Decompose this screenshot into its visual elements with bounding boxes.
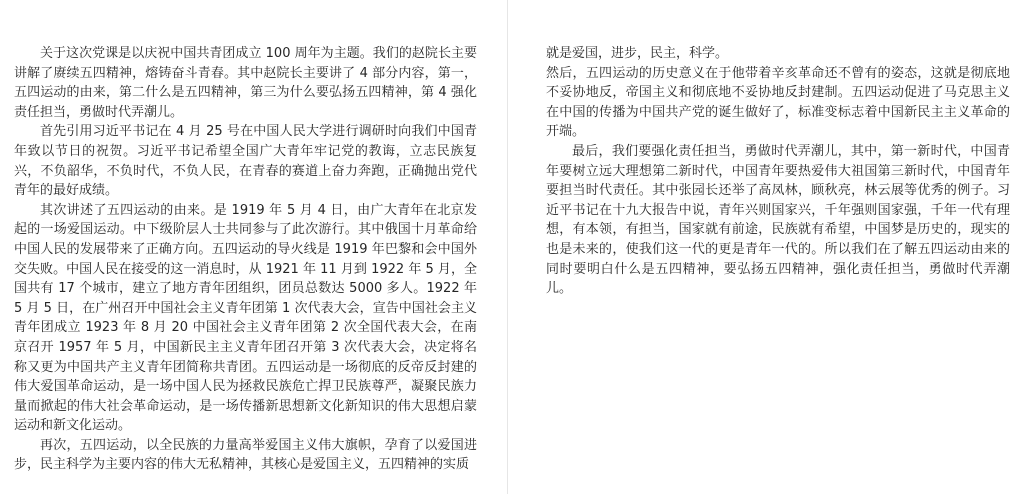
paragraph-intro: 关于这次党课是以庆祝中国共青团成立 100 周年为主题。我们的赵院长主要讲解了赓续五四精神，熔铸奋斗青春。其中赵院长主要讲了 4 部分内容，第一，五四运动的由来，第二什么是五四精神，第三为什么要弘扬五四精神，第 4 强化责任担当，勇做时代弄潮儿。 (14, 46, 477, 120)
paragraph-may-fourth-spirit: 再次，五四运动，以全民族的力量高举爱国主义伟大旗帜，孕育了以爱国进步，民主科学为主要内容的伟大无私精神，其核心是爱国主义，五四精神的实质 (14, 437, 477, 473)
paragraph-spirit-continued: 就是爱国，进步，民主，科学。 (546, 46, 729, 61)
paragraph-historical-significance: 然后，五四运动的历史意义在于他带着辛亥革命还不曾有的姿态，这就是彻底地不妥协地反，帝国主义和彻底地不妥协地反封建制。五四运动促进了马克思主义在中国的传播为中国共产党的诞生做好了，标准变标志着中国新民主主义革命的开端。 (546, 65, 1010, 140)
paragraph-may-fourth-origin: 其次讲述了五四运动的由来。是 1919 年 5 月 4 日，由广大青年在北京发起的一场爱国运动。中下级阶层人士共同参与了此次游行。其中俄国十月革命给中国人民的发展带来了正确方向。五四运动的导火线是 1919 年巴黎和会中国外交失败。中国人民在接受的这一消息时，从 1921 年 11 月到 1922 年 5 月，全国共有 17 个城市，建立了地方青年团组织，团员总数达 5000 多人。1922 年 5 月 5 日，在广州召开中国社会主义青年团第 1 次代表大会，宣告中国社会主义青年团成立 1923 年 8 月 20 中国社会主义青年团第 2 次全国代表大会，在南京召开 1957 年 5 月，中国新民主主义青年团召开第 3 次代表大会，决定将名称又更为中国共产主义青年团简称共青团。五四运动是一场彻底的反帝反封建的伟大爱国革命运动，是一场中国人民为拯救民族危亡捍卫民族尊严，凝聚民族力量而掀起的伟大社会革命运动，是一场传播新思想新文化新知识的伟大思想启蒙运动和新文化运动。 (14, 202, 477, 434)
document-page-right (509, 0, 1024, 494)
document-page-left (0, 0, 508, 494)
paragraph-xi-quote: 首先引用习近平书记在 4 月 25 号在中国人民大学进行调研时向我们中国青年致以节日的祝贺。习近平书记希望全国广大青年牢记党的教诲，立志民族复兴，不负韶华，不负时代，不负人民，在青春的赛道上奋力奔跑，正确抛出党代青年的最好成绩。 (14, 124, 477, 199)
paragraph-conclusion: 最后，我们要强化责任担当，勇做时代弄潮儿，其中，第一新时代，中国青年要树立远大理想第二新时代，中国青年要热爱伟大祖国第三新时代，中国青年要担当时代责任。其中张园长还举了高凤林，顾秋亮，林云展等优秀的例子。习近平书记在十九大报告中说，青年兴则国家兴，千年强则国家强，千年一代有理想，有本领，有担当，国家就有前途，民族就有希望，中国梦是历史的，现实的也是未来的，使我们这一代的更是青年一代的。所以我们在了解五四运动由来的同时要明白什么是五四精神，要弘扬五四精神，强化责任担当，勇做时代弄潮儿。 (546, 143, 1010, 297)
